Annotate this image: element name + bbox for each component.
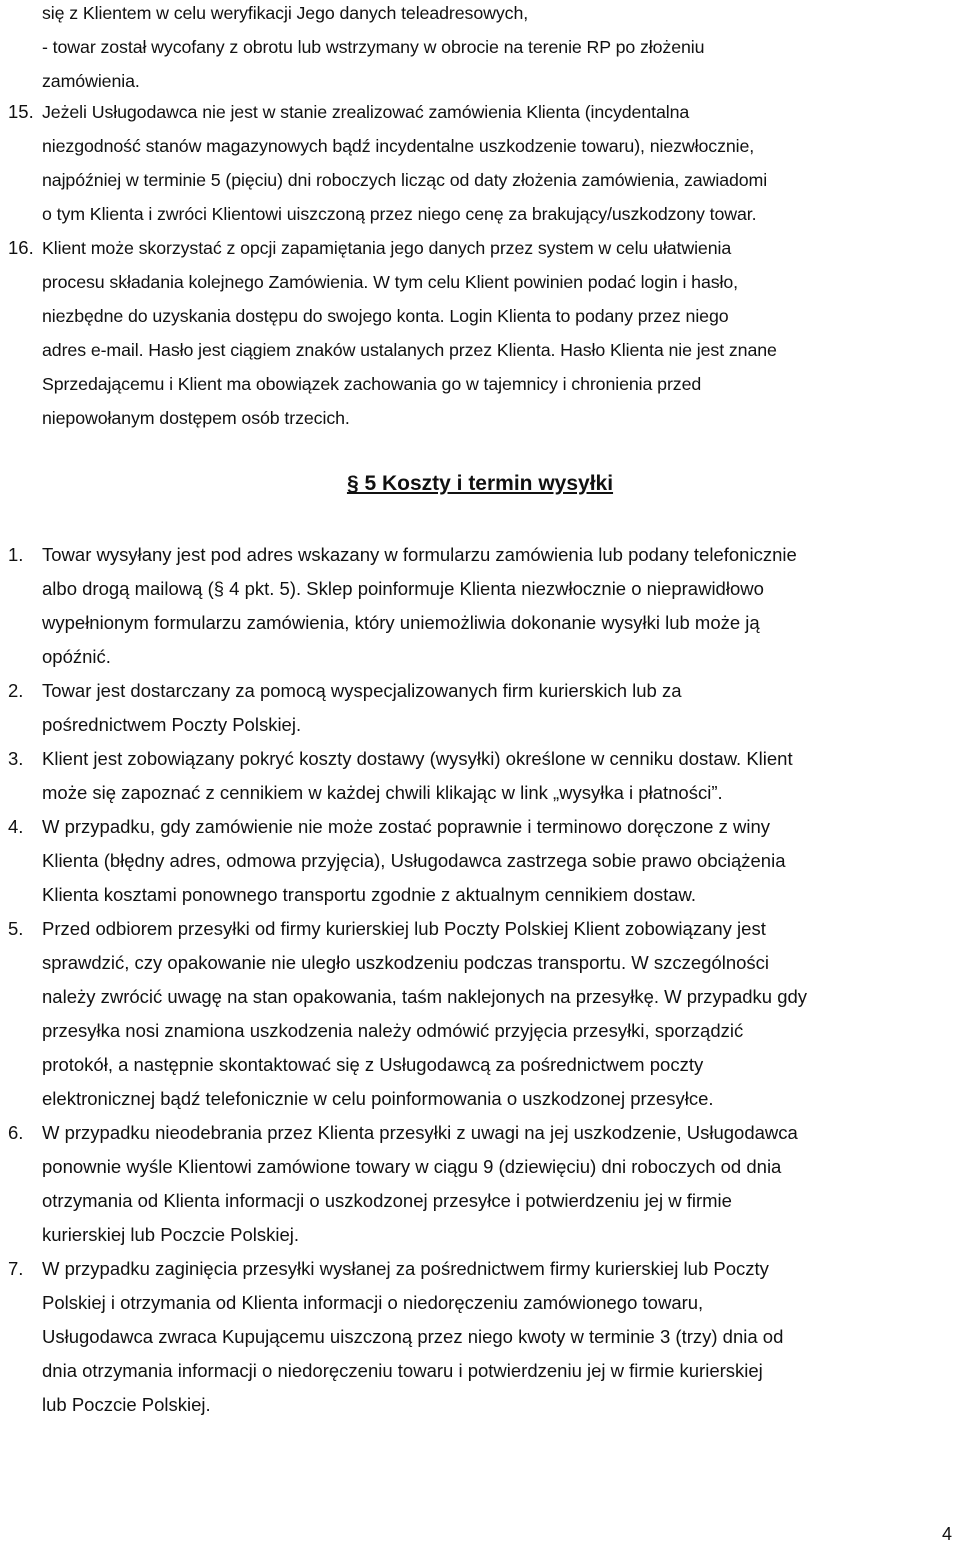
text-line: o tym Klienta i zwróci Klientowi uiszczoną przez niego cenę za brakujący/uszkodzony towar. [42,204,757,224]
text-line: albo drogą mailową (§ 4 pkt. 5). Sklep poinformuje Klienta niezwłocznie o nieprawidłowo [42,578,764,599]
list-item-text [42,742,942,810]
text-line: pośrednictwem Poczty Polskiej. [42,714,302,735]
text-line: ponownie wyśle Klientowi zamówione towary w ciągu 9 (dziewięciu) dni roboczych od dnia [42,1156,782,1177]
text-line: lub Poczcie Polskiej. [42,1394,211,1415]
list-item-text [42,912,942,1116]
list-item-number: 7. [8,1258,24,1279]
text-line: Towar jest dostarczany za pomocą wyspecjalizowanych firm kurierskich lub za [42,680,682,701]
text-line: Przed odbiorem przesyłki od firmy kurierskiej lub Poczty Polskiej Klient zobowiązany jest [42,918,766,939]
text-line: Towar wysyłany jest pod adres wskazany w formularzu zamówienia lub podany telefonicznie [42,544,797,565]
list-item-text [42,674,942,742]
list-item-text [42,1252,942,1422]
text-line: Sprzedającemu i Klient ma obowiązek zachowania go w tajemnicy i chronienia przed [42,374,702,394]
text-line: Klient może skorzystać z opcji zapamiętania jego danych przez system w celu ułatwienia [42,238,732,258]
text-line: Klient jest zobowiązany pokryć koszty dostawy (wysyłki) określone w cenniku dostaw. Klient [42,748,793,769]
text-line: niezgodność stanów magazynowych bądź incydentalne uszkodzenie towaru), niezwłocznie, [42,136,755,156]
text-line: przesyłka nosi znamiona uszkodzenia należy odmówić przyjęcia przesyłki, sporządzić [42,1020,744,1041]
text-line: należy zwrócić uwagę na stan opakowania, taśm naklejonych na przesyłkę. W przypadku gdy [42,986,808,1007]
text-line: Jeżeli Usługodawca nie jest w stanie zrealizować zamówienia Klienta (incydentalna [42,102,690,122]
section-heading: § 5 Koszty i termin wysyłki [346,472,614,495]
list-item-number: 2. [8,680,24,701]
text-line: niezbędne do uzyskania dostępu do swojego konta. Login Klienta to podany przez niego [42,306,729,326]
text-line: Klienta (błędny adres, odmowa przyjęcia), Usługodawca zastrzega sobie prawo obciążenia [42,850,786,871]
text-line: Polskiej i otrzymania od Klienta informacji o niedoręczeniu zamówionego towaru, [42,1292,704,1313]
text-line: wypełnionym formularzu zamówienia, który uniemożliwia dokonanie wysyłki lub może ją [42,612,760,633]
list-item-text [42,231,942,435]
list-item-number: 3. [8,748,24,769]
text-line: elektronicznej bądź telefonicznie w celu poinformowania o uszkodzonej przesyłce. [42,1088,714,1109]
text-line: sprawdzić, czy opakowanie nie uległo uszkodzeniu podczas transportu. W szczególności [42,952,770,973]
list-item-text [42,538,942,674]
text-line: zamówienia. [42,71,140,91]
list-item-number: 4. [8,816,24,837]
text-line: W przypadku, gdy zamówienie nie może zostać poprawnie i terminowo doręczone z winy [42,816,771,837]
page-number: 4 [941,1524,952,1544]
list-item-number: 6. [8,1122,24,1143]
text-line: protokół, a następnie skontaktować się z Usługodawcą za pośrednictwem poczty [42,1054,704,1075]
intro-text [42,0,942,98]
text-line: W przypadku zaginięcia przesyłki wysłanej za pośrednictwem firmy kurierskiej lub Poczty [42,1258,769,1279]
text-line: W przypadku nieodebrania przez Klienta przesyłki z uwagi na jej uszkodzenie, Usługodawca [42,1122,798,1143]
text-line: Usługodawca zwraca Kupującemu uiszczoną przez niego kwoty w terminie 3 (trzy) dnia od [42,1326,784,1347]
text-line: najpóźniej w terminie 5 (pięciu) dni roboczych licząc od daty złożenia zamówienia, zawiadomi [42,170,768,190]
text-line: otrzymania od Klienta informacji o uszkodzonej przesyłce i potwierdzeniu jej w firmie [42,1190,732,1211]
list-item-text [42,1116,942,1252]
list-item-number: 5. [8,918,24,939]
text-line: procesu składania kolejnego Zamówienia. W tym celu Klient powinien podać login i hasło, [42,272,739,292]
text-line: może się zapoznać z cennikiem w każdej chwili klikając w link „wysyłka i płatności”. [42,782,723,803]
text-line: - towar został wycofany z obrotu lub wstrzymany w obrocie na terenie RP po złożeniu [42,37,705,57]
text-line: dnia otrzymania informacji o niedoręczeniu towaru i potwierdzeniu jej w firmie kurierskiej [42,1360,763,1381]
text-line: kurierskiej lub Poczcie Polskiej. [42,1224,300,1245]
list-item-number: 1. [8,544,24,565]
text-line: opóźnić. [42,646,111,667]
text-line: się z Klientem w celu weryfikacji Jego danych teleadresowych, [42,3,529,23]
list-item-number: 16. [8,237,34,258]
text-line: Klienta kosztami ponownego transportu zgodnie z aktualnym cennikiem dostaw. [42,884,697,905]
list-item-text [42,810,942,912]
text-line: adres e-mail. Hasło jest ciągiem znaków ustalanych przez Klienta. Hasło Klienta nie jest znane [42,340,777,360]
list-item-text [42,95,942,231]
list-item-number: 15. [8,101,34,122]
text-line: niepowołanym dostępem osób trzecich. [42,408,350,428]
